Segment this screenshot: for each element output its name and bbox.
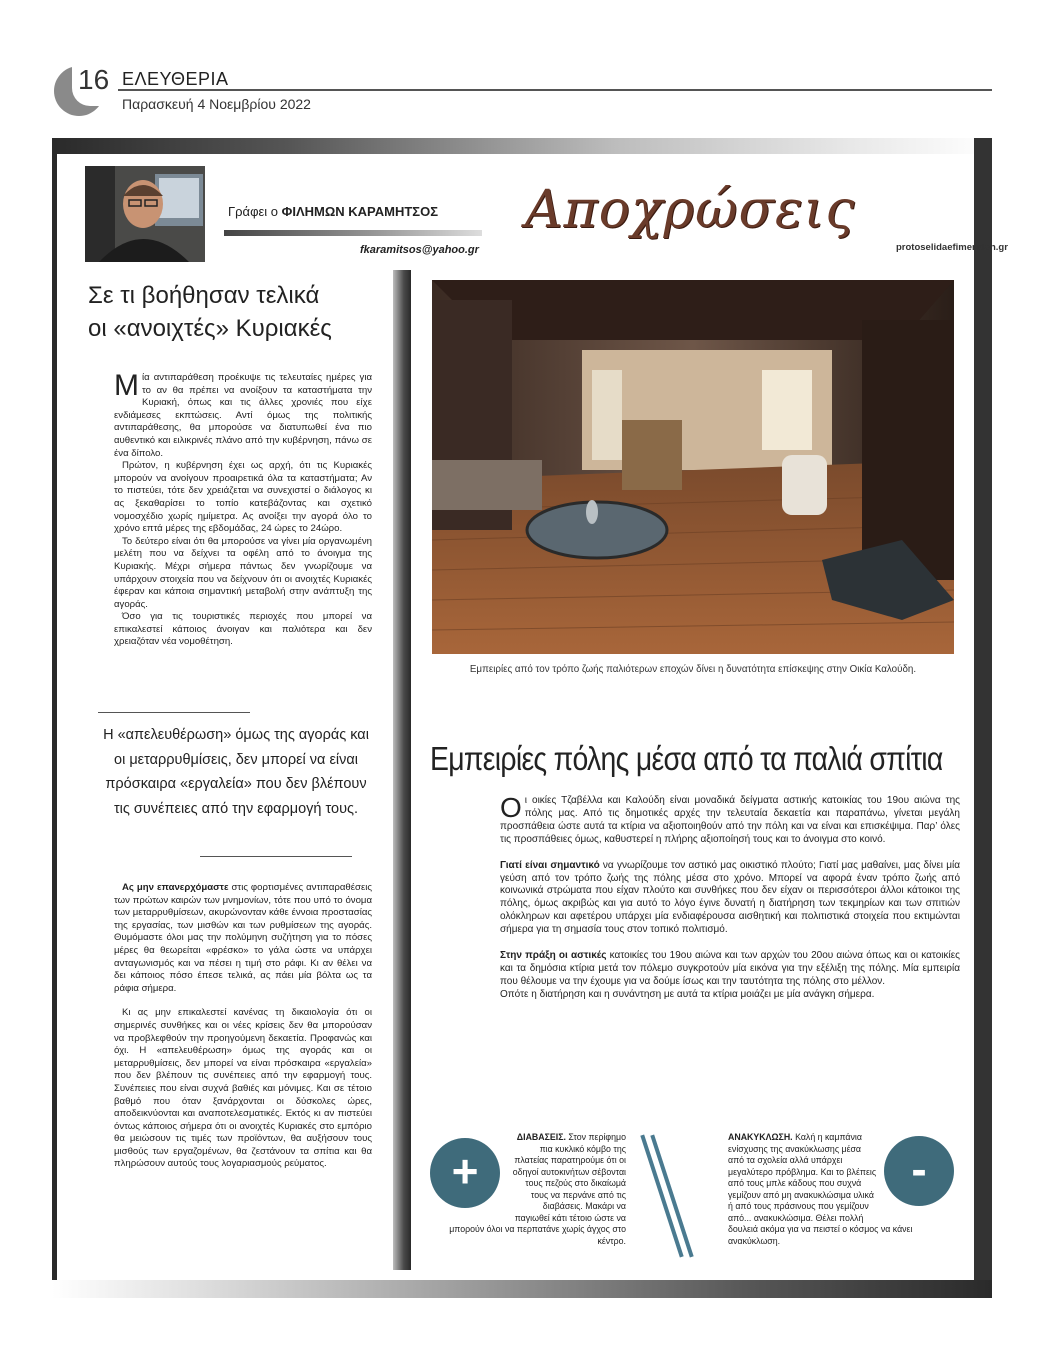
dropcap: Ο xyxy=(500,792,522,823)
paragraph-lead: Γιατί είναι σημαντικό xyxy=(500,859,600,871)
minus-icon: - xyxy=(884,1136,954,1206)
frame-right-bar xyxy=(974,138,992,1298)
frame-bottom-bar xyxy=(52,1280,992,1298)
left-article-body-top xyxy=(114,369,372,649)
note-text: Στον περίφημο πια κυκλικό κόμβο της πλατείας παρατηρούμε ότι οι οδηγοί αυτοκινήτων σέβονται τους πεζούς στο δικαίωμά τους να περνάνε από τις διαβάσεις. Μακάρι να παγιωθεί κάτι τέτοιο ώστε να μπορούν όλοι να περπατάνε χωρίς άγχος στο κέντρο. xyxy=(449,1132,626,1246)
headline-line-1: Σε τι βοήθησαν τελικά xyxy=(88,282,320,309)
pullquote-rule-bottom xyxy=(200,856,352,857)
page-number: 16 xyxy=(78,64,110,95)
right-article-headline: Εμπειρίες πόλης μέσα από τα παλιά σπίτια xyxy=(430,740,943,777)
author-name: ΦΙΛΗΜΩΝ ΚΑΡΑΜΗΤΣΟΣ xyxy=(281,204,438,219)
left-article-body-bottom xyxy=(114,882,372,1171)
article-photo xyxy=(432,280,954,654)
separator-slash xyxy=(640,1135,683,1258)
frame-left-bar xyxy=(52,138,57,1298)
paragraph: κατοικίες του 19ου αιώνα και των αρχών του 20ου αιώνα όπως και οι κατοικίες και τα δημόσια κτίρια μετά τον πόλεμο συγκροτούν μία εικόνα για την εξέλιξη της πόλης. Μία εμπειρία που θέλουμε να την έχουμε για να δούμε ίσως και την ταυτότητα της πόλης στο μέλλον. xyxy=(500,950,960,987)
paragraph-lead: Στην πράξη οι αστικές xyxy=(500,950,607,962)
watermark: protoselidaefimeridon.gr xyxy=(896,242,1008,253)
note-lead: ΑΝΑΚΥΚΛΩΣΗ. xyxy=(728,1132,793,1142)
column-logo: Αποχρώσεις xyxy=(525,180,856,240)
author-email[interactable]: fkaramitsos@yahoo.gr xyxy=(360,244,479,256)
paragraph: στις φορτισμένες αντιπαραθέσεις των πρώτων καιρών των μνημονίων, τότε που υπό το όνομα των μεταρρυθμίσεων, ακυρώνονταν κάθε έννοια προστασίας της εργασίας, των μισθών και των ρυθμίσεων της αγοράς. Θυμόμαστε όλοι μας την πολύμηνη συζήτηση για το πόσες μέρες θα θεωρείται «φρέσκο» το γάλα ώστε να υπάρχει ανταγωνισμός και να πέσει η τιμή στο ράφι. Κι αν θέλει να δει κάποιος πόσο έπεσε τελικά, ας πάει μία βόλτα ως τα ράφια σήμερα. xyxy=(114,882,372,994)
paragraph: Οπότε η διατήρηση και η συνάντηση με αυτά τα κτίρια μοιάζει με μία ανάγκη σήμερα. xyxy=(500,988,875,1000)
paragraph: Το δεύτερο είναι ότι θα μπορούσε να γίνει μία οργανωμένη μελέτη που να δείχνει τα οφέλη από το άνοιγμα της Κυριακής. Μέχρι σήμερα πάντως δεν γνωρίζουμε να υπάρχουν στοιχεία που να δείχνουν ότι οι ανοιχτές Κυριακές έφεραν και κάποια σημαντική μεταβολή στην ανάπτυξη της αγοράς. xyxy=(114,535,372,610)
note-text: Καλή η καμπάνια ενίσχυσης της ανακύκλωσης μέσα από τα σχολεία αλλά υπάρχει μεγαλύτερο πρόβλημα. Και το βλέπεις από τους μπλε κάδους που συχνά γεμίζουν από μη ανακυκλώσιμα υλικά ή από τους πράσινους που γεμίζουν από... ανακυκλώσιμα. Θέλει πολλή δουλειά ακόμα για να πειστεί ο κόσμος να κάνει ανακύκλωση. xyxy=(728,1132,913,1246)
headline-line-2: οι «ανοιχτές» Κυριακές xyxy=(88,315,332,342)
issue-date: Παρασκευή 4 Νοεμβρίου 2022 xyxy=(122,96,311,112)
paragraph: Πρώτον, η κυβέρνηση έχει ως αρχή, ότι τις Κυριακές μπορούν να ανοίγουν προαιρετικά όλα τα καταστήματα; Αν το πιστεύει, τότε δεν χρειάζεται να συνεχιστεί ο διάλογος κι ας ξεκαθαρίσει το τοπίο κατεβάζοντας και σχετικό νομοσχέδιο χωρίς ημίμετρα. Ας ανοίξει την αγορά όλο το χρόνο επτά μέρες της εβδομάδας, 24 ώρες το 24ώρο. xyxy=(114,460,372,535)
photo-caption: Εμπειρίες από τον τρόπο ζωής παλιότερων εποχών δίνει η δυνατότητα επίσκεψης στην Οικία Καλούδη. xyxy=(469,664,917,675)
separator-slash xyxy=(650,1135,693,1258)
paragraph: ι οικίες Τζαβέλλα και Καλούδη είναι μοναδικά δείγματα αστικής κατοικίας του 19ου αιώνα της πόλης μας. Από τις δημοτικές αρχές την τελευταία δεκαετία και παραπάνω, γίνεται μεγάλη προσπάθεια ώστε αυτά τα κτίρια να αξιοποιηθούν από την πόλη και να είναι και επισκέψιμα. Παρ’ όλες τις προσπάθειες όμως, καθυστερεί η πλήρης αξιοποίησή τους και το άνοιγμα στο κοινό. xyxy=(500,795,960,845)
paragraph: να γνωρίζουμε τον αστικό μας οικιστικό πλούτο; Γιατί μας μαθαίνει, μας δίνει μία γεύση από τον τρόπο ζωής της πόλης μέσα στο χρόνο. Μπορεί να αφορά έναν τρόπο ζωής από κοινωνικά στρώματα που είχαν πλούτο και συνθήκες που δεν είχαν οι περισσότεροι άλλοι κάτοικοι της πόλης, όμως ακριβώς και για αυτό το λόγο έγινε δυνατή η διατήρηση των τεκμηρίων και των σπιτιών ολόκληρων και αφετέρου υπάρχει μία ενδιαφέρουσα αισθητική και πολιτιστικά στοιχεία που εκτιμώνται σήμερα για τη σημασία τους στον τοπικό πολιτισμό. xyxy=(500,859,960,936)
plus-icon: + xyxy=(430,1138,500,1208)
left-article-headline xyxy=(88,279,378,345)
paragraph-lead: Ας μην επανερχόμαστε xyxy=(122,882,229,893)
frame-top-bar xyxy=(52,138,992,154)
author-byline xyxy=(228,204,438,219)
column-divider xyxy=(393,270,411,1270)
plus-note xyxy=(428,1132,626,1247)
paragraph: ία αντιπαράθεση προέκυψε τις τελευταίες ημέρες για το αν θα πρέπει να ανοίξουν τα καταστήματα την Κυριακή, όπως και τις άλλες χρονιές που είχε ενδιάμεσες εκπτώσεις. Αντί όμως της πολιτικής αντιπαράθεσης, θα μπορούσε να διατυπωθεί ένα πιο αυθεντικό και ειλικρινές πλάνο από την κυβέρνηση, πάνω σε ένα δίπολο. xyxy=(114,372,372,459)
header-rule xyxy=(118,89,992,91)
right-article-body xyxy=(500,792,960,1002)
paragraph: Κι ας μην επικαλεστεί κανένας τη δικαιολογία ότι οι σημερινές συνθήκες και οι νέες κρίσεις δεν θα μπορούσαν να προβλεφθούν την προηγούμενη δεκαετία. Προφανώς και όχι. Η «απελευθέρωση» όμως της αγοράς και οι μεταρρυθμίσεις, δεν μπορεί να είναι πρόσκαιρα «εργαλεία» που δεν βλέπουν τις συνέπειες από την εφαρμογή τους. Συνέπειες που είναι συχνά βαθιές και μόνιμες. Και σε τέτοιο βαθμό που όταν ξανάρχονται οι δύσκολες ώρες, αποδεικνύονται και αναποτελεσματικές. Εκτός κι αν πιστεύει όντως κάποιος σήμερα ότι οι ανοιχτές Κυριακές στο εμπόριο θα μειώσουν τις τιμές των προϊόντων, θα αυξήσουν τους μισθούς των εργαζομένων, θα ζεστάνουν τα σπίτια και θα πληρώσουν αυτούς τους λογαριασμούς ρεύματος. xyxy=(114,1007,372,1170)
dropcap: Μ xyxy=(114,369,139,402)
newspaper-name: ΕΛΕΥΘΕΡΙΑ xyxy=(122,69,229,89)
pullquote: Η «απελευθέρωση» όμως της αγοράς και οι μεταρρυθμίσεις, δεν μπορεί να είναι πρόσκαιρα «εργαλεία» που δεν βλέπουν τις συνέπειες από την εφαρμογή τους. xyxy=(103,727,369,817)
byline-rule xyxy=(224,230,482,236)
author-photo xyxy=(85,166,205,262)
pullquote-rule-top xyxy=(98,712,250,713)
note-lead: ΔΙΑΒΑΣΕΙΣ. xyxy=(516,1132,566,1142)
minus-note xyxy=(728,1132,960,1247)
byline-prefix: Γράφει ο xyxy=(228,204,279,219)
paragraph: Όσο για τις τουριστικές περιοχές που μπορεί να επικαλεστεί κάποιος άνοιγαν και παλιότερα και δεν χρειαζόταν νέα νομοθέτηση. xyxy=(114,611,372,648)
